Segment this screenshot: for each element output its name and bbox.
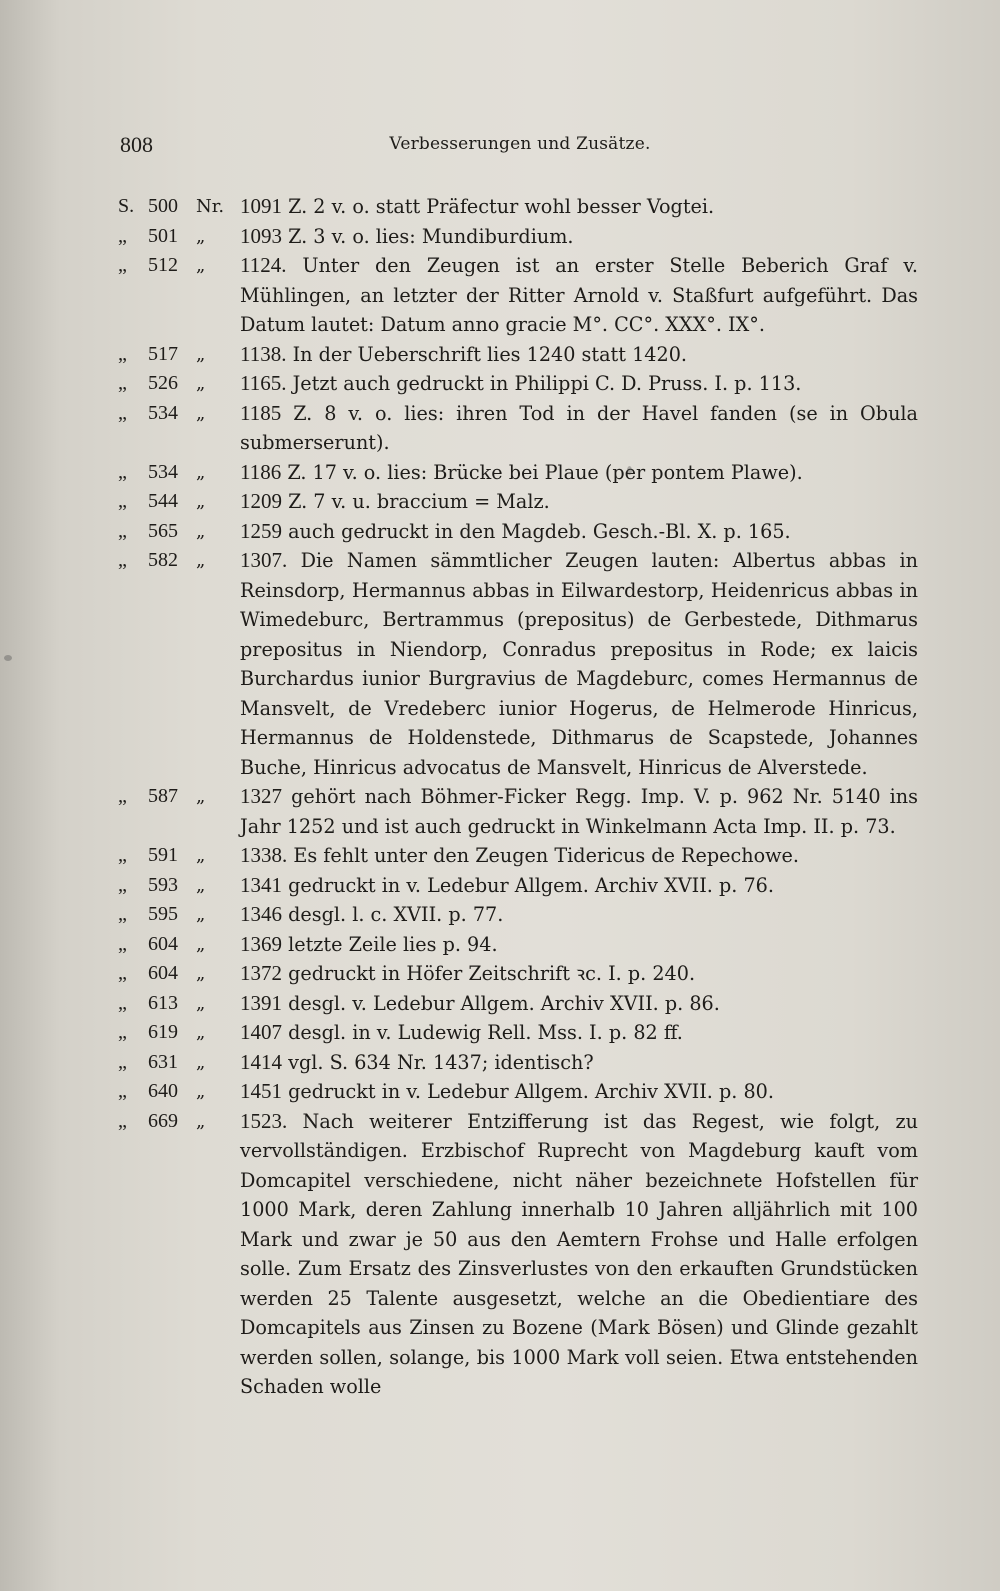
entry-number: 1523.: [240, 1108, 288, 1133]
entry-seite-marker: „: [118, 519, 127, 542]
entry-nr-marker: „: [196, 225, 206, 247]
entry-text: gehört nach Böhmer-Ficker Regg. Imp. V. p. 962 Nr. 5140 ins Jahr 1252 und ist auch gedruckt in Winkelmann Acta Imp. II. p. 73.: [240, 785, 918, 838]
entry-text: gedruckt in v. Ledebur Allgem. Archiv XVII. p. 76.: [288, 873, 774, 897]
entry-text: Z. 2 v. o. statt Präfectur wohl besser Vogtei.: [288, 195, 715, 218]
correction-entry: [118, 959, 918, 989]
correction-entry: [118, 192, 918, 222]
entry-seite-marker: „: [118, 844, 127, 866]
entry-nr-marker: „: [196, 1051, 206, 1073]
entry-seite-marker: „: [118, 372, 127, 394]
entry-text: desgl. in v. Ludewig Rell. Mss. I. p. 82 ff.: [288, 1021, 683, 1044]
entry-text: vgl. S. 634 Nr. 1437; identisch?: [288, 1050, 594, 1074]
entry-nr-marker: „: [196, 963, 206, 984]
entry-text: gedruckt in Höfer Zeitschrift ꝛc. I. p. 240.: [288, 962, 696, 985]
entry-text: Nach weiterer Entzifferung ist das Regest, wie folgt, zu vervollständigen. Erzbischof Ruprecht von Magdeburg kauft vom Domcapitel verschiedene, nicht näher bezeichnete Hofstellen für 1000 Mark, deren Zahlung innerhalb 10 Jahren alljährlich mit 100 Mark und zwar je 50 aus den Aemtern Frohse und Halle erfolgen solle. Zum Ersatz des Zinsverlustes von den erkauften Grundstücken werden 25 Talente ausgesetzt, welche an die Obedientiare des Domcapitels aus Zinsen zu Bozene (Mark Bösen) und Glinde gezahlt werden sollen, solange, bis 1000 Mark voll seien. Etwa entstehenden Schaden wolle: [240, 1109, 918, 1398]
entry-nr-marker: „: [196, 845, 206, 866]
entry-page: 544: [148, 490, 178, 512]
entry-nr-marker: „: [196, 520, 206, 542]
entry-seite-marker: „: [118, 785, 127, 807]
entry-content: [240, 369, 918, 399]
entry-number: 1327: [240, 784, 282, 808]
correction-entry: [118, 871, 918, 901]
correction-entry: [118, 1077, 918, 1107]
correction-entry: [118, 782, 918, 841]
entry-text: Die Namen sämmtlicher Zeugen lauten: Albertus abbas in Reinsdorp, Hermannus abbas in Eilwardestorp, Heidenricus abbas in Wimedeburc, Bertrammus (prepositus) de Gerbestede, Dithmarus prepositus in Niendorp, Conradus prepositus in Rode; ex laicis Burchardus iunior Burgravius de Magdeburc, comes Hermannus de Mansvelt, de Vredeberc iunior Hogerus, de Helmerode Hinricus, Hermannus de Holdenstede, Dithmarus de Scapstede, Johannes Buche, Hinricus advocatus de Mansvelt, Hinricus de Alverstede.: [240, 549, 918, 779]
correction-entry: [118, 1107, 918, 1402]
correction-entry: [118, 487, 918, 517]
entry-seite-marker: „: [118, 1109, 127, 1132]
entry-text: Es fehlt unter den Zeugen Tidericus de Repechowe.: [293, 844, 799, 867]
entry-page: 517: [148, 342, 178, 365]
entry-content: [240, 900, 918, 930]
entry-seite-marker: „: [118, 1021, 127, 1043]
entry-number: 1124.: [240, 253, 287, 277]
paper-speck: [627, 466, 632, 475]
entry-seite-marker: „: [118, 991, 127, 1014]
entry-text: Z. 3 v. o. lies: Mundiburdium.: [288, 224, 574, 248]
entry-nr-marker: „: [196, 373, 206, 394]
entry-page: 534: [148, 460, 178, 483]
entry-text: desgl. v. Ledebur Allgem. Archiv XVII. p. 86.: [288, 991, 720, 1015]
entry-number: 1165.: [240, 371, 287, 395]
entry-page: 631: [148, 1050, 178, 1073]
entry-content: [240, 871, 918, 901]
entry-seite-marker: „: [118, 932, 127, 955]
entry-nr-marker: „: [196, 343, 206, 365]
entry-seite-marker: „: [118, 873, 127, 896]
correction-entry: [118, 340, 918, 370]
entry-text: Z. 8 v. o. lies: ihren Tod in der Havel fanden (se in Obula submerserunt).: [240, 401, 918, 454]
entry-content: [240, 399, 918, 458]
correction-entry: [118, 222, 918, 252]
entry-content: [240, 1107, 918, 1402]
entry-seite-marker: „: [118, 1050, 127, 1073]
correction-entry: [118, 369, 918, 399]
entry-nr-marker: „: [196, 255, 206, 276]
paper-speck: [4, 655, 12, 661]
entry-content: [240, 930, 918, 960]
entry-number: 1186: [240, 459, 282, 484]
entry-page: 619: [148, 1021, 178, 1043]
entry-seite-marker: „: [118, 254, 127, 276]
entry-content: [240, 251, 918, 340]
correction-entry: [118, 1048, 918, 1078]
entry-text: Z. 17 v. o. lies: Brücke bei Plaue (per pontem Plawe).: [287, 460, 803, 484]
entry-text: letzte Zeile lies p. 94.: [288, 932, 498, 956]
entry-nr-marker: „: [196, 402, 206, 424]
entry-page: 565: [148, 519, 178, 542]
entry-content: [240, 782, 918, 841]
entry-seite-marker: „: [118, 549, 127, 571]
entry-content: [240, 959, 918, 989]
entry-page: 640: [148, 1080, 178, 1102]
entry-content: [240, 487, 918, 517]
entry-number: 1414: [240, 1049, 282, 1074]
entry-seite-marker: S.: [118, 195, 135, 217]
corrections-list: [118, 192, 918, 1402]
entry-page: 587: [148, 785, 178, 807]
entry-seite-marker: „: [118, 342, 127, 365]
entry-content: [240, 222, 918, 252]
entry-page: 591: [148, 844, 178, 866]
entry-page: 604: [148, 962, 178, 984]
entry-page: 500: [148, 195, 178, 217]
entry-content: [240, 1077, 918, 1107]
correction-entry: [118, 546, 918, 782]
entry-seite-marker: „: [118, 224, 127, 247]
entry-content: [240, 546, 918, 782]
entry-number: 1338.: [240, 843, 288, 867]
entry-number: 1091: [240, 194, 282, 218]
correction-entry: [118, 1018, 918, 1048]
entry-text: Unter den Zeugen ist an erster Stelle Beberich Graf v. Mühlingen, an letzter der Ritter Arnold v. Staßfurt aufgeführt. Das Datum lautet: Datum anno gracie M°. CC°. XXX°. IX°.: [240, 254, 918, 336]
entry-nr-marker: „: [196, 1022, 206, 1043]
entry-page: 526: [148, 372, 178, 394]
correction-entry: [118, 517, 918, 547]
correction-entry: [118, 900, 918, 930]
entry-page: 501: [148, 224, 178, 247]
correction-entry: [118, 989, 918, 1019]
page-number: 808: [120, 132, 153, 157]
entry-seite-marker: „: [118, 903, 127, 925]
entry-nr-marker: „: [196, 874, 206, 896]
entry-number: 1451: [240, 1079, 282, 1103]
entry-number: 1259: [240, 518, 282, 543]
entry-page: 534: [148, 401, 178, 424]
entry-content: [240, 340, 918, 370]
entry-seite-marker: „: [118, 401, 127, 424]
correction-entry: [118, 930, 918, 960]
entry-number: 1341: [240, 872, 282, 897]
entry-content: [240, 192, 918, 222]
entry-nr-marker: „: [196, 461, 206, 483]
entry-page: 613: [148, 991, 178, 1014]
entry-page: 669: [148, 1109, 178, 1132]
entry-text: In der Ueberschrift lies 1240 statt 1420.: [292, 342, 687, 366]
entry-nr-marker: Nr.: [196, 196, 225, 217]
entry-page: 582: [148, 549, 178, 571]
correction-entry: [118, 458, 918, 488]
entry-page: 512: [148, 254, 178, 276]
entry-number: 1138.: [240, 341, 287, 366]
entry-nr-marker: „: [196, 550, 206, 571]
entry-page: 593: [148, 873, 178, 896]
correction-entry: [118, 399, 918, 458]
entry-seite-marker: „: [118, 1080, 127, 1102]
entry-number: 1209: [240, 489, 282, 513]
entry-nr-marker: „: [196, 786, 206, 807]
entry-content: [240, 1048, 918, 1078]
entry-number: 1093: [240, 223, 282, 248]
correction-entry: [118, 251, 918, 340]
entry-content: [240, 517, 918, 547]
page-title: Verbesserungen und Zusätze.: [389, 134, 651, 154]
entry-content: [240, 841, 918, 871]
entry-text: gedruckt in v. Ledebur Allgem. Archiv XVII. p. 80.: [288, 1080, 774, 1103]
entry-nr-marker: „: [196, 933, 206, 955]
running-head: [120, 132, 900, 162]
entry-text: desgl. l. c. XVII. p. 77.: [288, 903, 504, 926]
entry-text: auch gedruckt in den Magdeb. Gesch.-Bl. X. p. 165.: [288, 519, 791, 543]
entry-number: 1185: [240, 400, 282, 425]
entry-seite-marker: „: [118, 490, 127, 512]
entry-seite-marker: „: [118, 460, 127, 483]
entry-content: [240, 458, 918, 488]
correction-entry: [118, 841, 918, 871]
entry-number: 1391: [240, 990, 282, 1015]
entry-text: Jetzt auch gedruckt in Philippi C. D. Pruss. I. p. 113.: [292, 372, 802, 395]
entry-seite-marker: „: [118, 962, 127, 984]
entry-number: 1407: [240, 1020, 282, 1044]
entry-content: [240, 989, 918, 1019]
entry-nr-marker: „: [196, 992, 206, 1014]
entry-number: 1369: [240, 931, 282, 956]
entry-content: [240, 1018, 918, 1048]
entry-page: 604: [148, 932, 178, 955]
entry-nr-marker: „: [196, 1110, 206, 1132]
entry-number: 1372: [240, 961, 282, 985]
entry-page: 595: [148, 903, 178, 925]
entry-nr-marker: „: [196, 491, 206, 512]
entry-nr-marker: „: [196, 1081, 206, 1102]
entry-text: Z. 7 v. u. braccium = Malz.: [288, 490, 550, 513]
entry-number: 1346: [240, 902, 282, 926]
entry-number: 1307.: [240, 548, 288, 572]
entry-nr-marker: „: [196, 904, 206, 925]
